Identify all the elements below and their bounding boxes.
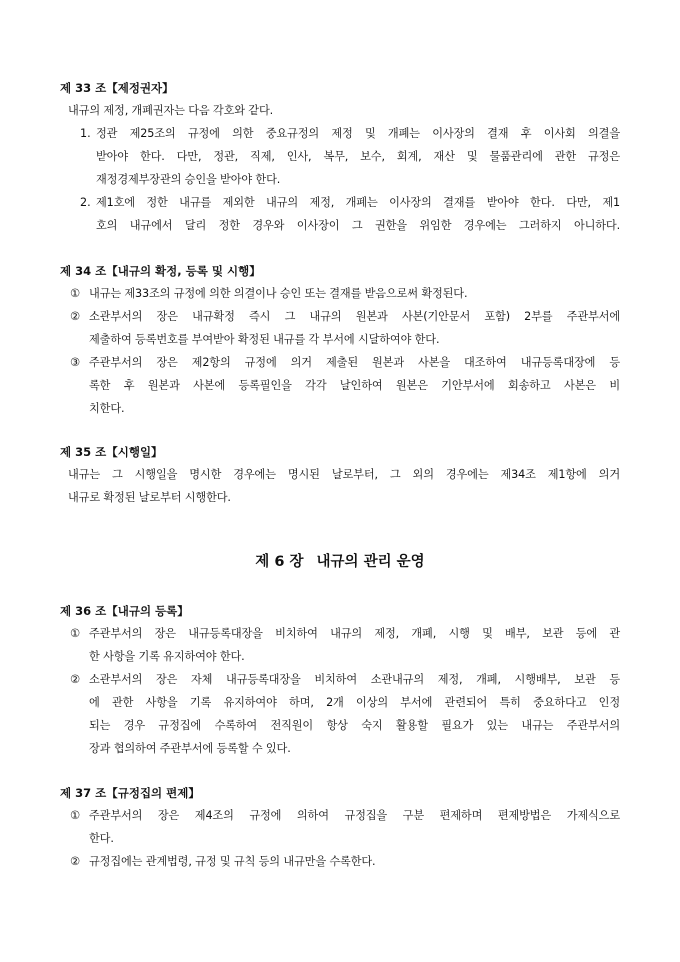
article-36-item-2-line-3: 되는 경우 규정집에 수록하여 전직원이 항상 숙지 활용할 필요가 있는 내규는 주관부서의 (89, 719, 620, 732)
article-37-item-2-marker: ② (70, 855, 81, 868)
chapter-title: 내규의 관리 운영 (316, 554, 425, 570)
article-36-item-2-line-4: 장과 협의하여 주관부서에 등록할 수 있다. (89, 742, 291, 755)
article-34-item-2-marker: ② (70, 310, 81, 323)
article-37-item-2-line-1: 규정집에는 관계법령, 규정 및 규칙 등의 내규만을 수록한다. (89, 855, 376, 868)
article-34-item-3-marker: ③ (70, 356, 81, 369)
article-34-item-3-line-3: 치한다. (89, 402, 125, 415)
article-34-item-3-line-2: 록한 후 원본과 사본에 등록필인을 각각 날인하여 원본은 기안부서에 회송하고 사본은 비 (89, 379, 620, 392)
article-36-item-2-line-2: 에 관한 사항을 기록 유지하여야 하며, 2개 이상의 부서에 관련되어 특히 중요하다고 인정 (89, 696, 620, 709)
article-34-item-1-marker: ① (70, 287, 81, 300)
article-37-item-1-line-1: 주관부서의 장은 제4조의 규정에 의하여 규정집을 구분 편제하며 편제방법은 가제식으로 (89, 809, 620, 822)
article-35-body-line-2: 내규로 확정된 날로부터 시행한다. (68, 491, 231, 504)
article-36-item-2-line-1: 소관부서의 장은 자체 내규등록대장을 비치하여 소관내규의 제정, 개폐, 시행배부, 보관 등 (89, 673, 620, 686)
article-36-item-2-marker: ② (70, 673, 81, 686)
article-36-title: 제 36 조【내규의 등록】 (60, 604, 189, 618)
article-34-item-3-line-1: 주관부서의 장은 제2항의 규정에 의거 제출된 원본과 사본을 대조하여 내규등록대장에 등 (89, 356, 620, 369)
article-36-item-1-marker: ① (70, 627, 81, 640)
article-33-intro: 내규의 제정, 개폐권자는 다음 각호와 같다. (68, 104, 274, 117)
article-33-item-2-line-1: 제1호에 정한 내규를 제외한 내규의 제정, 개폐는 이사장의 결재를 받아야 한다. 다만, 제1 (96, 196, 620, 209)
article-33-title: 제 33 조【제정권자】 (60, 81, 174, 95)
article-33-item-1-line-3: 재정경제부장관의 승인을 받아야 한다. (96, 173, 281, 186)
chapter-heading (0, 552, 680, 572)
article-33-item-1-line-2: 받아야 한다. 다만, 정관, 직제, 인사, 복무, 보수, 회계, 재산 및 물품관리에 관한 규정은 (96, 150, 620, 163)
article-34-item-1-line-1: 내규는 제33조의 규정에 의한 의결이나 승인 또는 결재를 받음으로써 확정된다. (89, 287, 468, 300)
article-37-item-1-line-2: 한다. (89, 832, 114, 845)
article-33-item-1-line-1: 정관 제25조의 규정에 의한 중요규정의 제정 및 개폐는 이사장의 결재 후 이사회 의결을 (96, 127, 620, 140)
article-35-body-line-1: 내규는 그 시행일을 명시한 경우에는 명시된 날로부터, 그 외의 경우에는 제34조 제1항에 의거 (68, 468, 620, 481)
article-37-item-1-marker: ① (70, 809, 81, 822)
article-36-item-1-line-2: 한 사항을 기록 유지하여야 한다. (89, 650, 245, 663)
article-34-item-2-line-1: 소관부서의 장은 내규확정 즉시 그 내규의 원본과 사본(기안문서 포함) 2부를 주관부서에 (89, 310, 620, 323)
article-33-item-2-marker: 2. (80, 196, 91, 209)
article-34-item-2-line-2: 제출하여 등록번호를 부여받아 확정된 내규를 각 부서에 시달하여야 한다. (89, 333, 440, 346)
article-36-item-1-line-1: 주관부서의 장은 내규등록대장을 비치하여 내규의 제정, 개폐, 시행 및 배부, 보관 등에 관 (89, 627, 620, 640)
article-34-title: 제 34 조【내규의 확정, 등록 및 시행】 (60, 264, 261, 278)
chapter-number: 제 6 장 (255, 554, 304, 570)
article-33-item-1-marker: 1. (80, 127, 91, 140)
article-35-title: 제 35 조【시행일】 (60, 445, 163, 459)
article-33-item-2-line-2: 호의 내규에서 달리 정한 경우와 이사장이 그 권한을 위임한 경우에는 그러하지 아니하다. (96, 219, 620, 232)
article-37-title: 제 37 조【규정집의 편제】 (60, 786, 200, 800)
